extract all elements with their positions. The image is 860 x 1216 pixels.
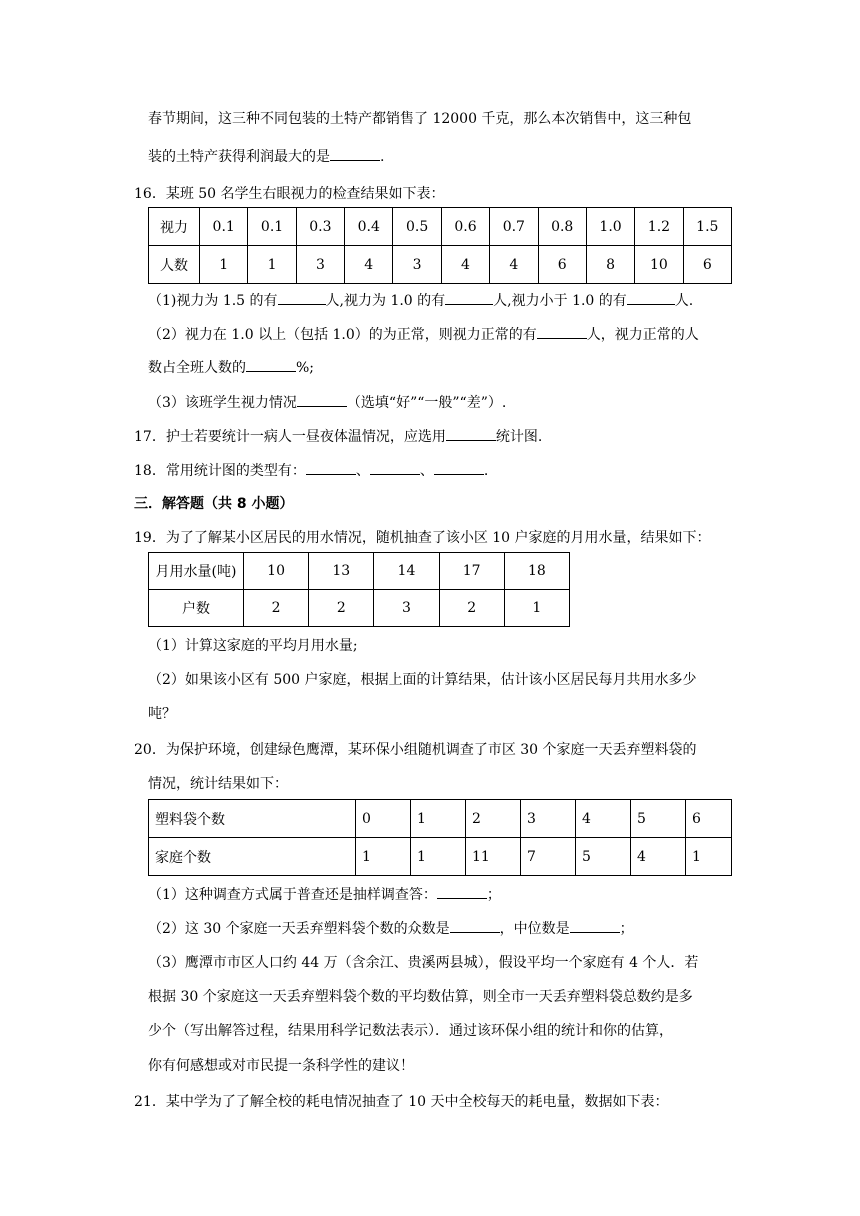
table-cell: 6 bbox=[686, 800, 732, 838]
answer-blank[interactable] bbox=[570, 918, 620, 933]
table-cell: 5 bbox=[576, 838, 631, 876]
table-cell: 0.7 bbox=[490, 208, 538, 246]
table-cell: 0.8 bbox=[538, 208, 586, 246]
table-row bbox=[149, 246, 732, 284]
q16-part3-text-a: （3）该班学生视力情况 bbox=[148, 395, 297, 411]
q16-part3 bbox=[148, 392, 506, 413]
q20-part1-text-a: （1）这种调查方式属于普查还是抽样调查答： bbox=[148, 887, 437, 903]
table-row bbox=[149, 590, 570, 627]
q21-stem: 21．某中学为了了解全校的耗电情况抽查了 10 天中全校每天的耗电量，数据如下表： bbox=[134, 1094, 669, 1110]
table-cell: 家庭个数 bbox=[149, 838, 356, 876]
table-cell: 0.6 bbox=[441, 208, 489, 246]
q20-part2-text-b: ，中位数是 bbox=[499, 921, 570, 937]
q20-part1 bbox=[148, 884, 501, 905]
table-row bbox=[149, 553, 570, 590]
table-cell: 1 bbox=[411, 838, 466, 876]
table-cell: 8 bbox=[586, 246, 634, 284]
answer-blank[interactable] bbox=[297, 392, 347, 407]
q16-part2-cont bbox=[148, 357, 314, 378]
q20-table bbox=[148, 799, 732, 876]
q16-part1-text-d: 人. bbox=[674, 293, 694, 309]
q19-part2: （2）如果该小区有 500 户家庭，根据上面的计算结果，估计该小区居民每月共用水多少 bbox=[148, 672, 697, 688]
table-cell: 1.2 bbox=[635, 208, 683, 246]
q18-sep: 、 bbox=[419, 463, 434, 479]
table-cell: 0.1 bbox=[200, 208, 248, 246]
table-cell: 4 bbox=[490, 246, 538, 284]
answer-blank[interactable] bbox=[445, 290, 493, 305]
table-cell: 1 bbox=[248, 246, 296, 284]
table-cell: 4 bbox=[631, 838, 686, 876]
q16-part1-text-c: 人,视力小于 1.0 的有 bbox=[493, 293, 627, 309]
table-cell: 塑料袋个数 bbox=[149, 800, 356, 838]
q16-part2-text-a: （2）视力在 1.0 以上（包括 1.0）的为正常，则视力正常的有 bbox=[148, 327, 537, 343]
q17-text-a: 17．护士若要统计一病人一昼夜体温情况，应选用 bbox=[134, 429, 446, 445]
table-cell: 7 bbox=[521, 838, 576, 876]
q19-part2-cont: 吨？ bbox=[148, 706, 176, 722]
q16-table bbox=[148, 207, 732, 284]
answer-blank[interactable] bbox=[370, 460, 420, 475]
q18-end: . bbox=[483, 463, 489, 479]
q19-part1: （1）计算这家庭的平均月用水量; bbox=[148, 638, 358, 654]
table-cell: 14 bbox=[374, 553, 439, 590]
q15-line2-end: . bbox=[380, 149, 385, 165]
q20-stem: 20．为保护环境，创建绿色鹰潭，某环保小组随机调查了市区 30 个家庭一天丢弃塑料袋的 bbox=[134, 742, 697, 758]
table-cell: 10 bbox=[635, 246, 683, 284]
table-cell: 4 bbox=[576, 800, 631, 838]
table-cell: 1 bbox=[200, 246, 248, 284]
answer-blank[interactable] bbox=[278, 290, 326, 305]
table-cell: 11 bbox=[466, 838, 521, 876]
table-cell: 1 bbox=[411, 800, 466, 838]
table-cell: 1 bbox=[686, 838, 732, 876]
q16-part1 bbox=[148, 290, 693, 311]
table-cell: 3 bbox=[296, 246, 344, 284]
q16-part3-text-b: （选填“好”“一般”“差”）. bbox=[346, 395, 507, 411]
table-cell: 2 bbox=[466, 800, 521, 838]
table-cell: 17 bbox=[439, 553, 504, 590]
q20-part2-text-a: （2）这 30 个家庭一天丢弃塑料袋个数的众数是 bbox=[148, 921, 450, 937]
answer-blank[interactable] bbox=[537, 324, 587, 339]
table-cell: 3 bbox=[393, 246, 441, 284]
q15-line2 bbox=[148, 146, 384, 167]
q16-stem: 16．某班 50 名学生右眼视力的检查结果如下表： bbox=[134, 186, 445, 202]
section-heading: 三．解答题（共 8 小题） bbox=[134, 496, 294, 512]
table-cell: 6 bbox=[538, 246, 586, 284]
q20-part3-cont: 根据 30 个家庭这一天丢弃塑料袋个数的平均数估算，则全市一天丢弃塑料袋总数约是多 bbox=[148, 989, 693, 1005]
table-cell: 0.4 bbox=[345, 208, 393, 246]
answer-blank[interactable] bbox=[330, 146, 380, 161]
table-cell: 13 bbox=[309, 553, 374, 590]
table-cell: 4 bbox=[441, 246, 489, 284]
table-cell: 2 bbox=[309, 590, 374, 627]
q20-part3: （3）鹰潭市市区人口约 44 万（含余江、贵溪两县城），假设平均一个家庭有 4 个人．若 bbox=[148, 955, 699, 971]
q17 bbox=[134, 426, 542, 447]
table-cell: 5 bbox=[631, 800, 686, 838]
q15-line1: 春节期间，这三种不同包装的土特产都销售了 12000 千克，那么本次销售中，这三种包 bbox=[148, 111, 692, 127]
table-cell: 户数 bbox=[149, 590, 244, 627]
table-cell: 1.0 bbox=[586, 208, 634, 246]
q20-part3-cont: 你有何感想或对市民提一条科学性的建议！ bbox=[148, 1058, 414, 1074]
q16-part2-text-b: 人，视力正常的人 bbox=[586, 327, 699, 343]
q19-stem: 19．为了了解某小区居民的用水情况，随机抽查了该小区 10 户家庭的月用水量，结果如下： bbox=[134, 530, 711, 546]
q16-part2-text-c: 数占全班人数的 bbox=[148, 360, 246, 376]
table-cell: 2 bbox=[244, 590, 309, 627]
q19-table bbox=[148, 552, 570, 627]
answer-blank[interactable] bbox=[627, 290, 675, 305]
q18-text-a: 18．常用统计图的类型有： bbox=[134, 463, 306, 479]
answer-blank[interactable] bbox=[450, 918, 500, 933]
table-cell: 0 bbox=[356, 800, 411, 838]
table-cell: 10 bbox=[244, 553, 309, 590]
answer-blank[interactable] bbox=[306, 460, 356, 475]
table-cell: 0.3 bbox=[296, 208, 344, 246]
q16-part1-text-b: 人,视力为 1.0 的有 bbox=[325, 293, 446, 309]
table-cell: 3 bbox=[374, 590, 439, 627]
table-row bbox=[149, 838, 732, 876]
q20-part2-text-c: ； bbox=[619, 921, 634, 937]
q20-stem-cont: 情况，统计结果如下： bbox=[148, 776, 288, 792]
table-cell: 6 bbox=[683, 246, 731, 284]
q17-text-b: 统计图. bbox=[495, 429, 543, 445]
q15-line2-text: 装的土特产获得利润最大的是 bbox=[148, 149, 330, 165]
q20-part2 bbox=[148, 918, 634, 939]
q20-part3-cont: 少个（写出解答过程，结果用科学记数法表示）．通过该环保小组的统计和你的估算， bbox=[148, 1023, 673, 1039]
table-cell: 2 bbox=[439, 590, 504, 627]
table-cell: 人数 bbox=[149, 246, 200, 284]
answer-blank[interactable] bbox=[437, 884, 487, 899]
answer-blank[interactable] bbox=[446, 426, 496, 441]
table-cell: 0.5 bbox=[393, 208, 441, 246]
q18-sep: 、 bbox=[355, 463, 370, 479]
table-cell: 月用水量(吨) bbox=[149, 553, 244, 590]
q16-part2-text-d: %; bbox=[296, 360, 315, 376]
table-cell: 0.1 bbox=[248, 208, 296, 246]
q20-part1-text-b: ； bbox=[486, 887, 501, 903]
answer-blank[interactable] bbox=[434, 460, 484, 475]
q16-part1-text-a: （1)视力为 1.5 的有 bbox=[148, 293, 278, 309]
table-row bbox=[149, 208, 732, 246]
q16-part2 bbox=[148, 324, 699, 345]
table-row bbox=[149, 800, 732, 838]
table-cell: 视力 bbox=[149, 208, 200, 246]
table-cell: 18 bbox=[504, 553, 569, 590]
table-cell: 1.5 bbox=[683, 208, 731, 246]
table-cell: 1 bbox=[356, 838, 411, 876]
table-cell: 1 bbox=[504, 590, 569, 627]
table-cell: 4 bbox=[345, 246, 393, 284]
answer-blank[interactable] bbox=[246, 357, 296, 372]
q18 bbox=[134, 460, 488, 481]
table-cell: 3 bbox=[521, 800, 576, 838]
